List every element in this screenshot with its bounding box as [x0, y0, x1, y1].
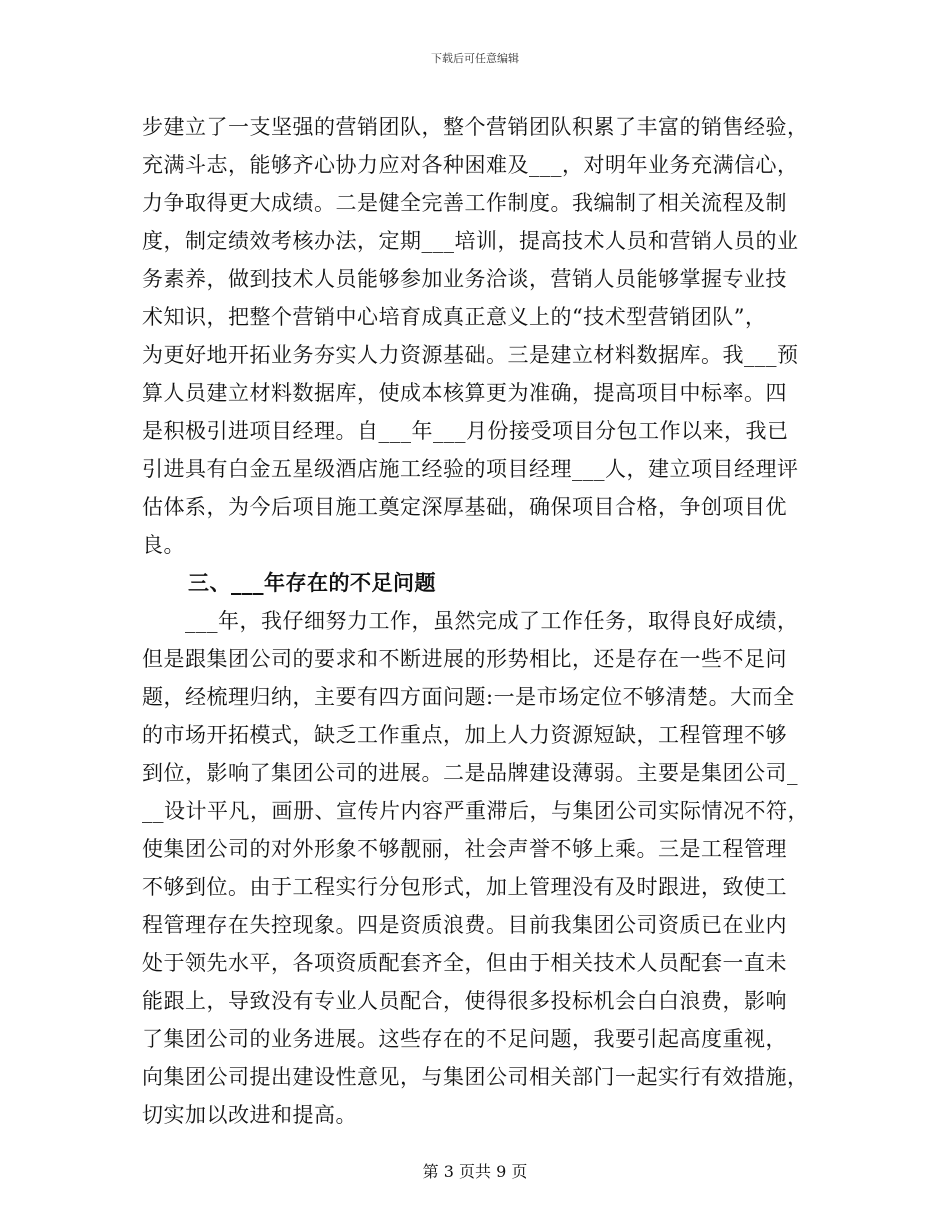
document-body: [142, 108, 810, 1134]
text-line: 力争取得更大成绩。二是健全完善工作制度。我编制了相关流程及制: [142, 191, 787, 215]
text-line: 不够到位。由于工程实行分包形式，加上管理没有及时跟进，致使工: [142, 875, 787, 899]
text-line: 使集团公司的对外形象不够靓丽，社会声誉不够上乘。三是工程管理: [142, 837, 787, 861]
text-line: 度，制定绩效考核办法，定期___培训，提高技术人员和营销人员的业: [142, 229, 799, 253]
text-line: 切实加以改进和提高。: [142, 1103, 357, 1127]
text-line: 术知识，把整个营销中心培育成真正意义上的“技术型营销团队”，: [142, 305, 767, 329]
text-line: 引进具有白金五星级酒店施工经验的项目经理___人，建立项目经理评: [142, 457, 799, 481]
text-line: 估体系，为今后项目施工奠定深厚基础，确保项目合格，争创项目优: [142, 495, 787, 519]
text-line: 程管理存在失控现象。四是资质浪费。目前我集团公司资质已在业内: [142, 913, 787, 937]
text-line: 充满斗志，能够齐心协力应对各种困难及___，对明年业务充满信心，: [142, 153, 799, 177]
text-line: 但是跟集团公司的要求和不断进展的形势相比，还是存在一些不足问: [142, 647, 787, 671]
text-line: 向集团公司提出建设性意见，与集团公司相关部门一起实行有效措施，: [142, 1065, 809, 1089]
text-line: 务素养，做到技术人员能够参加业务洽谈，营销人员能够掌握专业技: [142, 267, 787, 291]
text-line: ___年，我仔细努力工作，虽然完成了工作任务，取得良好成绩，: [142, 609, 799, 633]
text-line: 是积极引进项目经理。自___年___月份接受项目分包工作以来，我已: [142, 419, 789, 443]
text-line: __设计平凡，画册、宣传片内容严重滞后，与集团公司实际情况不符，: [142, 799, 809, 823]
section-heading: 三、___年存在的不足问题: [188, 570, 436, 595]
text-line: 到位，影响了集团公司的进展。二是品牌建设薄弱。主要是集团公司_: [142, 761, 798, 785]
text-line: 算人员建立材料数据库，使成本核算更为准确，提高项目中标率。四: [142, 381, 787, 405]
text-line: 处于领先水平，各项资质配套齐全，但由于相关技术人员配套一直未: [142, 951, 787, 975]
text-line: 了集团公司的业务进展。这些存在的不足问题，我要引起高度重视，: [142, 1027, 787, 1051]
text-line: 步建立了一支坚强的营销团队，整个营销团队积累了丰富的销售经验，: [142, 115, 809, 139]
text-line: 题，经梳理归纳，主要有四方面问题:一是市场定位不够清楚。大而全: [142, 685, 795, 709]
text-line: 能跟上，导致没有专业人员配合，使得很多投标机会白白浪费，影响: [142, 989, 787, 1013]
text-line: 为更好地开拓业务夯实人力资源基础。三是建立材料数据库。我___预: [142, 343, 799, 367]
text-line: 的市场开拓模式，缺乏工作重点，加上人力资源短缺，工程管理不够: [142, 723, 787, 747]
page-header: 下载后可任意编辑: [431, 52, 519, 65]
text-line: 良。: [142, 533, 185, 557]
page-number: 第 3 页共 9 页: [422, 1162, 528, 1181]
